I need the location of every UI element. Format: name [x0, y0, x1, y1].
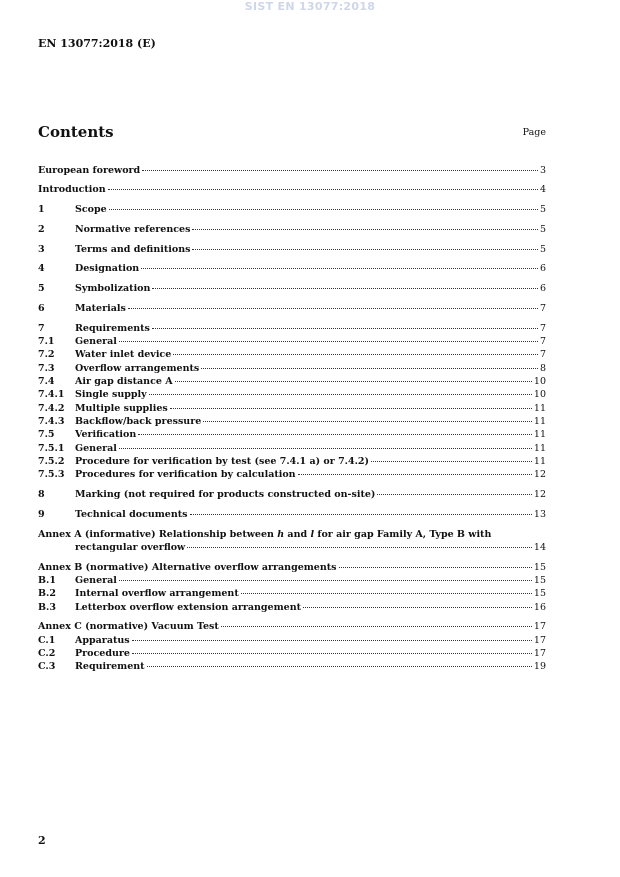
toc-entry[interactable] [38, 660, 546, 673]
toc-entry-title: Overflow arrangements [75, 362, 200, 374]
toc-entry-page: 14 [533, 541, 546, 553]
toc-entry-number: 7.2 [38, 349, 55, 361]
toc-entry-number: 7.1 [38, 336, 55, 348]
toc-entry-number: 3 [38, 243, 45, 255]
toc-entry-page: 11 [533, 402, 546, 414]
toc-entry-page: 15 [533, 561, 546, 573]
toc-entry-title: Requirements [75, 322, 150, 334]
toc-entry-number: 6 [38, 303, 45, 315]
toc-entry-title: Marking (not required for products constructed on-site) [75, 488, 376, 500]
toc-entry-title: Requirement [75, 661, 145, 673]
toc-entry[interactable] [38, 587, 546, 600]
toc-entry-page: 10 [533, 389, 546, 401]
toc-entry[interactable] [38, 302, 546, 315]
toc-leader-dots [152, 328, 538, 329]
toc-entry-page: 11 [533, 442, 546, 454]
toc-entry-page: 4 [539, 184, 546, 196]
toc-entry-annex-a-continued[interactable] [38, 541, 546, 554]
toc-entry-annex-a[interactable] [38, 528, 546, 541]
toc-entry[interactable] [38, 647, 546, 660]
toc-entry-number: 7.4 [38, 376, 55, 388]
toc-entry[interactable] [38, 402, 546, 415]
toc-leader-dots [221, 626, 532, 627]
toc-entry[interactable] [38, 561, 546, 574]
toc-entry-number: 1 [38, 204, 45, 216]
toc-entry[interactable] [38, 415, 546, 428]
toc-entry-number: 9 [38, 508, 45, 520]
toc-entry[interactable] [38, 620, 546, 633]
toc-leader-dots [203, 421, 532, 422]
toc-entry-number: C.2 [38, 647, 56, 659]
toc-entry-number: B.1 [38, 574, 56, 586]
toc-entry[interactable] [38, 203, 546, 216]
toc-entry-title: Introduction [38, 184, 106, 196]
toc-entry-title: Terms and definitions [75, 243, 191, 255]
toc-entry[interactable] [38, 243, 546, 256]
toc-leader-dots [241, 593, 532, 594]
toc-leader-dots [192, 229, 538, 230]
toc-entry-page: 11 [533, 429, 546, 441]
toc-entry-number: B.2 [38, 588, 56, 600]
toc-entry-title: Letterbox overflow extension arrangement [75, 601, 301, 613]
toc-entry-page: 6 [539, 283, 546, 295]
toc-entry-number: 2 [38, 223, 45, 235]
toc-entry-title: Designation [75, 263, 140, 275]
watermark: SIST EN 13077:2018 [244, 0, 376, 13]
toc-entry[interactable] [38, 223, 546, 236]
toc-entry-title: Single supply [75, 389, 147, 401]
toc-main-entries [38, 164, 546, 522]
toc-entry[interactable] [38, 442, 546, 455]
toc-entry-page: 5 [539, 204, 546, 216]
toc-entry-page: 12 [533, 469, 546, 481]
toc-entry[interactable] [38, 455, 546, 468]
toc-entry-number: C.1 [38, 634, 56, 646]
toc-annex-entries [38, 561, 546, 674]
toc-entry-title: Backflow/back pressure [75, 415, 202, 427]
toc-leader-dots [192, 249, 538, 250]
toc-entry[interactable] [38, 362, 546, 375]
toc-entry-title: Annex C (normative) Vacuum Test [38, 621, 219, 633]
toc-entry-page: 6 [539, 263, 546, 275]
toc-entry-page: 17 [533, 647, 546, 659]
toc-leader-dots [119, 580, 532, 581]
toc-entry-page: 16 [533, 601, 546, 613]
toc-leader-dots [170, 408, 532, 409]
toc-leader-dots [190, 514, 532, 515]
toc-entry-title: Symbolization [75, 283, 151, 295]
toc-entry-number: 7.3 [38, 362, 55, 374]
toc-leader-dots [142, 170, 538, 171]
toc-entry-page: 17 [533, 634, 546, 646]
toc-entry-number: B.3 [38, 601, 56, 613]
toc-entry-page: 15 [533, 588, 546, 600]
toc-entry-title: Internal overflow arrangement [75, 588, 239, 600]
toc-entry-title: Materials [75, 303, 126, 315]
table-of-contents [38, 157, 546, 674]
toc-leader-dots [187, 547, 532, 548]
toc-leader-dots [128, 308, 538, 309]
toc-entry-page: 5 [539, 223, 546, 235]
toc-entry-page: 15 [533, 574, 546, 586]
toc-entry[interactable] [38, 601, 546, 614]
toc-entry-number: 8 [38, 488, 45, 500]
toc-entry[interactable] [38, 508, 546, 521]
toc-entry-title: Multiple supplies [75, 402, 168, 414]
toc-leader-dots [109, 209, 538, 210]
toc-entry-page: 12 [533, 488, 546, 500]
toc-entry[interactable] [38, 164, 546, 177]
toc-entry-number: 7.5 [38, 429, 55, 441]
toc-leader-dots [132, 653, 532, 654]
toc-leader-dots [119, 448, 532, 449]
toc-entry[interactable] [38, 488, 546, 501]
toc-entry[interactable] [38, 348, 546, 361]
toc-leader-dots [108, 189, 538, 190]
toc-entry-number: 7.5.1 [38, 442, 65, 454]
toc-entry-page: 10 [533, 376, 546, 388]
toc-entry-number: 5 [38, 283, 45, 295]
toc-entry[interactable] [38, 262, 546, 275]
toc-entry-number: 7 [38, 322, 45, 334]
toc-leader-dots [371, 461, 532, 462]
page-number: 2 [38, 834, 46, 847]
toc-entry-number: 7.5.2 [38, 455, 65, 467]
toc-entry-page: 11 [533, 415, 546, 427]
toc-entry[interactable] [38, 335, 546, 348]
toc-entry-title: Verification [75, 429, 137, 441]
toc-leader-dots [119, 341, 538, 342]
toc-entry[interactable] [38, 574, 546, 587]
toc-entry-page: 13 [533, 508, 546, 520]
toc-entry[interactable] [38, 183, 546, 196]
toc-entry-page: 19 [533, 661, 546, 673]
toc-entry-page: 5 [539, 243, 546, 255]
toc-leader-dots [298, 474, 532, 475]
toc-entry-title: Procedure [75, 647, 130, 659]
toc-entry-title: Air gap distance A [75, 376, 173, 388]
toc-leader-dots [173, 354, 538, 355]
toc-entry-page: 7 [539, 322, 546, 334]
toc-leader-dots [201, 368, 538, 369]
document-id: EN 13077:2018 (E) [38, 37, 156, 50]
toc-entry-title: Water inlet device [75, 349, 172, 361]
toc-entry-title: General [75, 442, 117, 454]
toc-entry-page: 7 [539, 336, 546, 348]
toc-leader-dots [132, 640, 532, 641]
toc-entry-title: General [75, 574, 117, 586]
toc-leader-dots [138, 434, 532, 435]
toc-leader-dots [152, 288, 538, 289]
contents-title: Contents [38, 123, 114, 141]
toc-entry-title: General [75, 336, 117, 348]
toc-entry-title: Technical documents [75, 508, 188, 520]
toc-entry-page: 3 [539, 164, 546, 176]
toc-entry[interactable] [38, 428, 546, 441]
toc-entry-page: 17 [533, 621, 546, 633]
toc-entry[interactable] [38, 322, 546, 335]
toc-leader-dots [149, 394, 532, 395]
toc-entry-number: 7.4.1 [38, 389, 65, 401]
toc-entry-title: Procedures for verification by calculation [75, 469, 296, 481]
toc-entry-title: Annex B (normative) Alternative overflow arrangements [38, 561, 337, 573]
page-column-label: Page [522, 127, 546, 138]
toc-entry-number: 7.4.3 [38, 415, 65, 427]
toc-leader-dots [377, 494, 532, 495]
toc-entry-page: 7 [539, 303, 546, 315]
toc-leader-dots [303, 607, 532, 608]
toc-leader-dots [141, 268, 538, 269]
toc-entry-number: C.3 [38, 661, 56, 673]
toc-entry-title: Scope [75, 204, 107, 216]
toc-entry-title: Normative references [75, 223, 191, 235]
toc-entry-number: 7.4.2 [38, 402, 65, 414]
toc-entry-page: 8 [539, 362, 546, 374]
toc-entry-page: 7 [539, 349, 546, 361]
toc-entry-title: rectangular overflow [75, 541, 186, 553]
toc-entry[interactable] [38, 388, 546, 401]
toc-leader-dots [147, 666, 532, 667]
toc-entry-number: 4 [38, 263, 45, 275]
toc-leader-dots [175, 381, 532, 382]
toc-entry[interactable] [38, 634, 546, 647]
toc-entry-title: European foreword [38, 164, 141, 176]
toc-entry-title: Annex A (informative) Relationship between h and l for air gap Family A, Type B with [38, 528, 492, 540]
toc-entry[interactable] [38, 375, 546, 388]
toc-entry-number: 7.5.3 [38, 469, 65, 481]
toc-entry-page: 11 [533, 455, 546, 467]
toc-entry[interactable] [38, 282, 546, 295]
toc-leader-dots [339, 567, 532, 568]
toc-entry[interactable] [38, 468, 546, 481]
toc-entry-title: Procedure for verification by test (see 7.4.1 a) or 7.4.2) [75, 455, 370, 467]
toc-entry-title: Apparatus [75, 634, 130, 646]
